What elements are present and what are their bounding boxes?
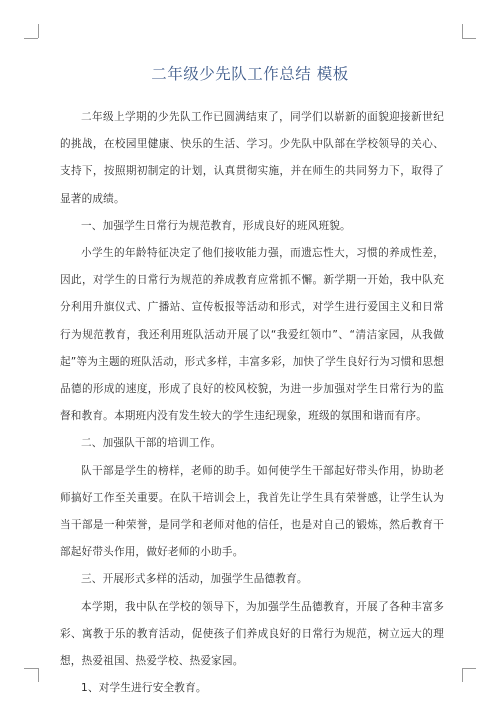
section-3-paragraph: 本学期，我中队在学校的领导下，为加强学生品德教育，开展了各种丰富多彩、寓教于乐的教育活动，促使孩子们养成良好的日常行为规范，树立远大的理想，热爱祖国、热爱学校、热爱家园。 bbox=[60, 600, 444, 668]
crop-mark-top-right-h bbox=[462, 38, 476, 39]
section-2-paragraph: 队干部是学生的榜样，老师的助手。如何使学生干部起好带头作用，协助老师搞好工作至关重要。在队干培训会上，我首先让学生具有荣誉感，让学生认为当干部是一种荣誉，是同学和老师对他的信任，也是对自己的锻炼，然后教育干部起好带头作用，做好老师的小助手。 bbox=[60, 464, 444, 559]
document-title: 二年级少先队工作总结 模板 bbox=[151, 65, 349, 83]
crop-mark-bottom-right-v bbox=[462, 668, 463, 682]
document-body bbox=[60, 104, 444, 702]
section-heading-1: 一、加强学生日常行为规范教育，形成良好的班风班貌。 bbox=[81, 219, 351, 232]
crop-mark-top-left-v bbox=[38, 24, 39, 38]
section-heading-3: 三、开展形式多样的活动，加强学生品德教育。 bbox=[81, 573, 308, 586]
crop-mark-top-left-h bbox=[24, 38, 38, 39]
crop-mark-top-right-v bbox=[462, 24, 463, 38]
intro-paragraph: 二年级上学期的少先队工作已圆满结束了，同学们以崭新的面貌迎接新世纪的挑战，在校园里健康、快乐的生活、学习。少先队中队部在学校领导的关心、支持下，按照期初制定的计划，认真贯彻实施，并在师生的共同努力下，取得了显著的成绩。 bbox=[60, 111, 444, 205]
crop-mark-bottom-right-h bbox=[462, 668, 476, 669]
section-heading-2: 二、加强队干部的培训工作。 bbox=[81, 437, 222, 450]
crop-mark-bottom-left-h bbox=[24, 668, 38, 669]
subsection-heading-1: 1、对学生进行安全教育。 bbox=[81, 682, 207, 695]
crop-mark-bottom-left-v bbox=[38, 668, 39, 682]
section-1-paragraph: 小学生的年龄特征决定了他们接收能力强，而遗忘性大，习惯的养成性差，因此，对学生的日常行为规范的养成教育应常抓不懈。新学期一开始，我中队充分利用升旗仪式、广播站、宣传板报等活动和形式，对学生进行爱国主义和日常行为规范教育，我还利用班队活动开展了以“我爱红领巾”、“清洁家园，从我做起”等为主题的班队活动，形式多样，丰富多彩，加快了学生良好行为习惯和思想品德的形成的速度，形成了良好的校风校貌，为进一步加强对学生日常行为的监督和教育。本期班内没有发生较大的学生违纪现象，班级的氛围和谐而有序。 bbox=[60, 247, 444, 423]
